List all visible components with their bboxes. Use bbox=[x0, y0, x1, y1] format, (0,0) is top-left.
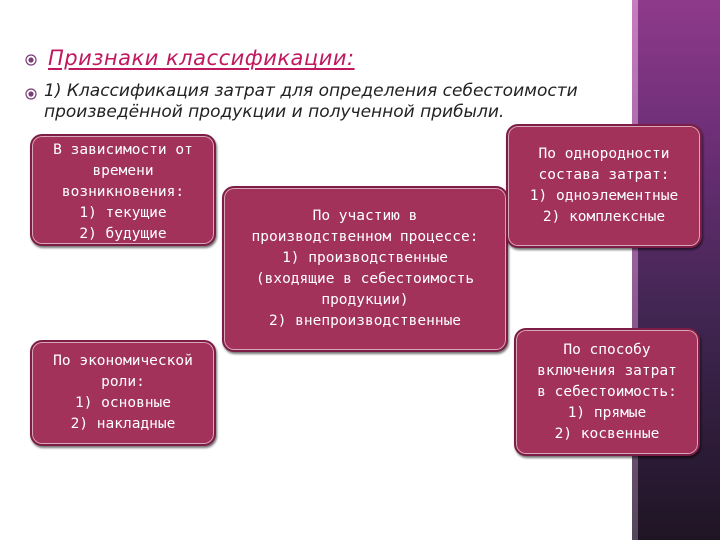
bullet-icon bbox=[25, 88, 37, 100]
box-line: По способу bbox=[563, 341, 651, 358]
classification-box-by-time bbox=[30, 134, 216, 246]
box-line: 2) накладные bbox=[70, 416, 176, 432]
box-line: производственном процессе: bbox=[251, 229, 479, 245]
box-line: в себестоимость: bbox=[537, 383, 677, 400]
box-line: По участию в bbox=[312, 208, 418, 224]
classification-box-by-uniformity bbox=[506, 124, 702, 248]
box-line: В зависимости от bbox=[53, 142, 193, 158]
box-line: 2) косвенные bbox=[554, 425, 660, 442]
slide-title: Признаки классификации: bbox=[48, 46, 355, 70]
box-line: По экономической bbox=[53, 353, 193, 369]
classification-box-by-economic-role bbox=[30, 340, 216, 446]
box-line: 1) прямые bbox=[567, 404, 647, 421]
box-line: 2) будущие bbox=[79, 226, 167, 242]
box-line: (входящие в себестоимость bbox=[255, 271, 475, 287]
decorative-side-band bbox=[638, 0, 720, 540]
box-line: 2) внепроизводственные bbox=[268, 313, 462, 329]
slide-subtitle: 1) Классификация затрат для определения себестоимости произведённой продукции и полученной прибыли. bbox=[44, 81, 578, 122]
classification-box-by-inclusion-method bbox=[514, 328, 700, 456]
box-line: 1) основные bbox=[74, 395, 172, 411]
classification-box-by-participation bbox=[222, 186, 508, 352]
bullet-icon bbox=[25, 54, 37, 66]
box-line: включения затрат bbox=[537, 362, 677, 379]
box-line: 1) одноэлементные bbox=[529, 188, 679, 204]
box-line: роли: bbox=[101, 374, 145, 390]
box-line: времени bbox=[92, 163, 154, 179]
box-line: возникновения: bbox=[61, 184, 185, 200]
box-line: 1) текущие bbox=[79, 205, 167, 221]
box-line: По однородности bbox=[538, 146, 670, 162]
box-line: состава затрат: bbox=[538, 167, 670, 183]
box-line: 2) комплексные bbox=[542, 209, 666, 225]
box-line: продукции) bbox=[321, 292, 409, 308]
box-line: 1) производственные bbox=[282, 250, 448, 266]
